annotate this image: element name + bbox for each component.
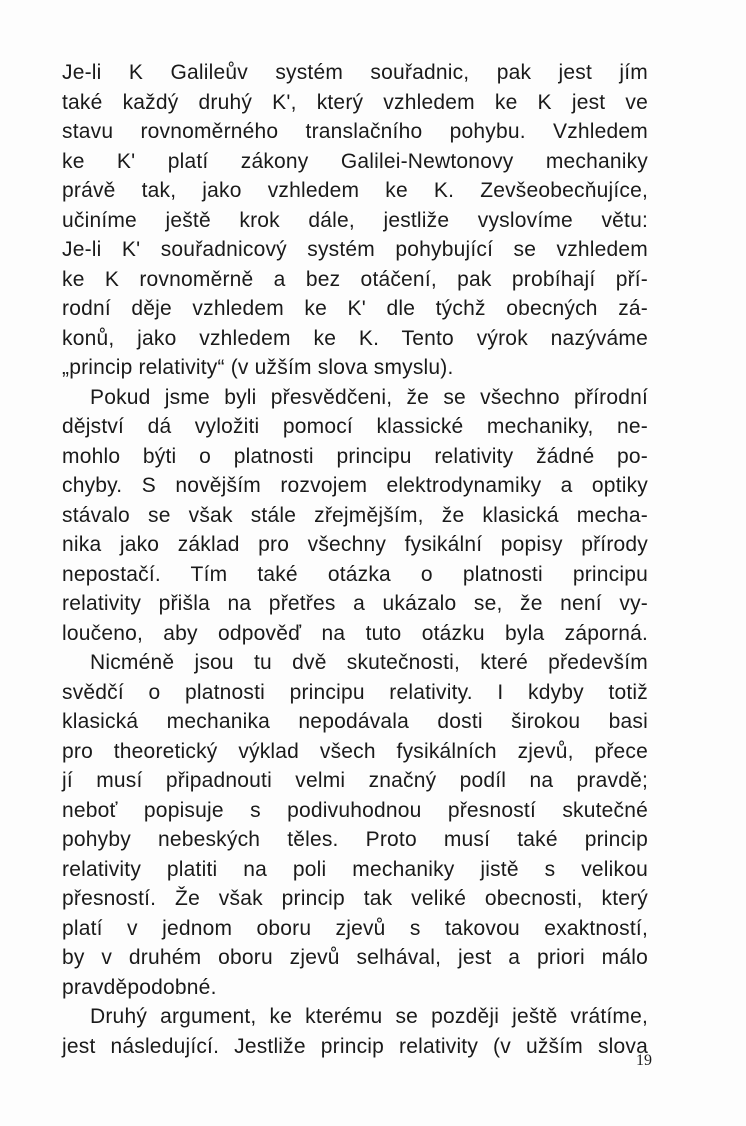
text-line: jest následující. Jestliže princip relativity (v užším slova [62,1034,648,1058]
text-line: svědčí o platnosti principu relativity. I kdyby totiž [62,680,648,704]
text-line: Je-li K Galileův systém souřadnic, pak jest jím [62,61,648,84]
text-line: nika jako základ pro všechny fysikální popisy přírody [62,533,648,556]
text-line: Pokud jsme byli přesvědčeni, že se všechno přírodní [90,385,648,409]
text-line: mohlo býti o platnosti principu relativity žádné po- [62,444,648,468]
text-line: Druhý argument, ke kterému se později ještě vrátíme, [90,1005,648,1028]
text-line: platí v jednom oboru zjevů s takovou exaktností, [62,916,648,940]
text-line: učiníme ještě krok dále, jestliže vyslovíme větu: [62,208,648,232]
text-line: pro theoretický výklad všech fysikálních zjevů, přece [62,739,648,763]
text-line: chyby. S novějším rozvojem elektrodynamiky a optiky [62,474,648,497]
text-line: přesností. Že však princip tak veliké obecnosti, který [62,887,648,910]
text-line: by v druhém oboru zjevů selhával, jest a priori málo [62,946,648,969]
text-line: stavu rovnoměrného translačního pohybu. Vzhledem [62,120,648,143]
text-line: dějství dá vyložiti pomocí klassické mechaniky, ne- [62,415,648,438]
text-line: pravděpodobné. [62,975,217,999]
text-line: ke K' platí zákony Galilei-Newtonovy mechaniky [62,149,648,173]
text-line: stávalo se však stále zřejmějším, že klasická mecha- [62,503,648,527]
text-line: neboť popisuje s podivuhodnou přesností skutečné [62,798,648,822]
text-line: loučeno, aby odpověď na tuto otázku byla záporná. [62,621,648,645]
body-text [62,58,648,1061]
text-line: relativity přišla na přetřes a ukázalo se, že není vy- [62,592,648,615]
text-line: jí musí připadnouti velmi značný podíl na pravdě; [62,769,648,792]
page-number: 19 [636,1052,652,1069]
text-line: pohyby nebeských těles. Proto musí také princip [62,828,648,851]
text-line: ke K rovnoměrně a bez otáčení, pak probíhají pří- [62,267,648,291]
text-line: Je-li K' souřadnicový systém pohybující se vzhledem [62,238,648,261]
text-line: nepostačí. Tím také otázka o platnosti principu [62,562,648,586]
text-line: také každý druhý K', který vzhledem ke K jest ve [62,90,648,114]
text-line: relativity platiti na poli mechaniky jistě s velikou [62,857,648,881]
text-line: konů, jako vzhledem ke K. Tento výrok nazýváme [62,326,648,350]
text-line: „princip relativity“ (v užším slova smyslu). [62,356,454,379]
text-line: právě tak, jako vzhledem ke K. Zevšeobecňujíce, [62,179,648,202]
text-line: rodní děje vzhledem ke K' dle týchž obecných zá- [62,297,648,320]
text-line: Nicméně jsou tu dvě skutečnosti, které především [90,651,648,674]
text-line: klasická mechanika nepodávala dosti širokou basi [62,710,648,733]
